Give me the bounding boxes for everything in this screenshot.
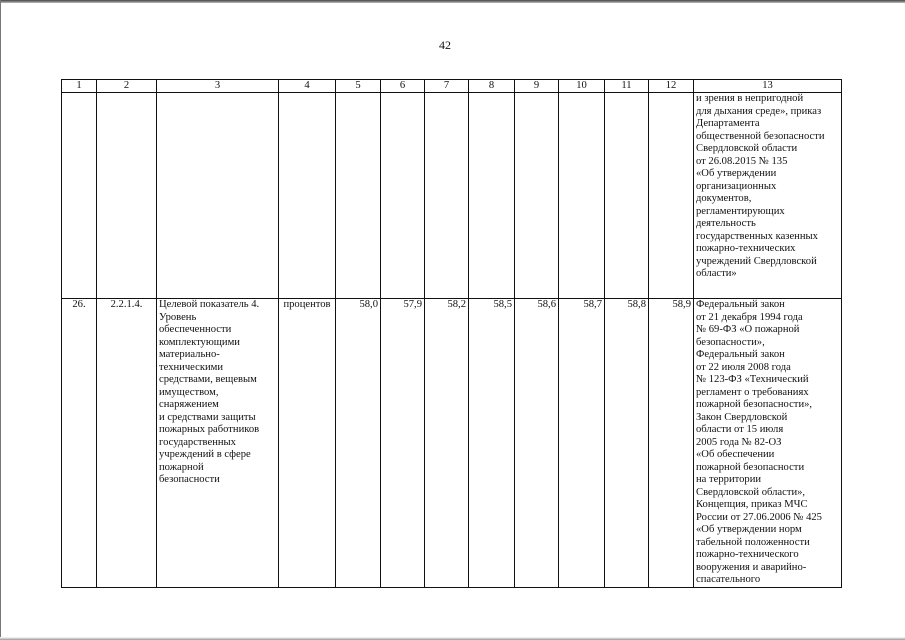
- header-col-2: 2: [97, 80, 157, 93]
- value-col-12: 58,9: [649, 299, 694, 588]
- value-col-8: 58,5: [469, 299, 515, 588]
- header-col-12: 12: [649, 80, 694, 93]
- header-col-11: 11: [605, 80, 649, 93]
- header-col-6: 6: [381, 80, 425, 93]
- value-col-5: 58,0: [336, 299, 381, 588]
- table-row-continuation: [62, 93, 842, 299]
- indicators-table: [61, 79, 842, 588]
- header-col-13: 13: [694, 80, 842, 93]
- row-number: 26.: [62, 299, 97, 588]
- value-col-10: 58,7: [559, 299, 605, 588]
- indicator-name: Целевой показатель 4. Уровень обеспеченности комплектующими материально- техническими средствами, вещевым имуществом, снаряжением и средствами защиты пожарных работников государственных учреждений в сфере пожарной безопасности: [157, 299, 279, 588]
- empty-cell: [559, 93, 605, 299]
- value-col-6: 57,9: [381, 299, 425, 588]
- legal-basis: Федеральный закон от 21 декабря 1994 года № 69-ФЗ «О пожарной безопасности», Федеральный закон от 22 июля 2008 года № 123-ФЗ «Технический регламент о требованиях пожарной безопасности», Закон Свердловской области от 15 июля 2005 года № 82-ОЗ «Об обеспечении пожарной безопасности на территории Свердловской области», Концепция, приказ МЧС России от 27.06.2006 № 425 «Об утверждении норм табельной положенности пожарно-технического вооружения и аварийно- спасательного: [694, 299, 842, 588]
- header-col-5: 5: [336, 80, 381, 93]
- page-number: 42: [439, 38, 451, 52]
- empty-cell: [515, 93, 559, 299]
- scan-top-edge: [0, 0, 905, 3]
- value-col-9: 58,6: [515, 299, 559, 588]
- header-col-4: 4: [279, 80, 336, 93]
- empty-cell: [97, 93, 157, 299]
- header-col-9: 9: [515, 80, 559, 93]
- empty-cell: [336, 93, 381, 299]
- empty-cell: [425, 93, 469, 299]
- header-col-8: 8: [469, 80, 515, 93]
- empty-cell: [279, 93, 336, 299]
- value-col-11: 58,8: [605, 299, 649, 588]
- unit-of-measure: процентов: [279, 299, 336, 588]
- table-row-26: [62, 299, 842, 588]
- value-col-7: 58,2: [425, 299, 469, 588]
- empty-cell: [157, 93, 279, 299]
- empty-cell: [469, 93, 515, 299]
- legal-basis-continuation: и зрения в непригодной для дыхания среде», приказ Департамента общественной безопасности Свердловской области от 26.08.2015 № 135 «Об утверждении организационных документов, регламентирующих деятельность государственных казенных пожарно-технических учреждений Свердловской области»: [694, 93, 842, 299]
- empty-cell: [381, 93, 425, 299]
- scan-left-edge: [0, 0, 1, 640]
- empty-cell: [62, 93, 97, 299]
- empty-cell: [649, 93, 694, 299]
- empty-cell: [605, 93, 649, 299]
- header-col-7: 7: [425, 80, 469, 93]
- table-header-row: [62, 80, 842, 93]
- header-col-1: 1: [62, 80, 97, 93]
- header-col-3: 3: [157, 80, 279, 93]
- header-col-10: 10: [559, 80, 605, 93]
- row-code: 2.2.1.4.: [97, 299, 157, 588]
